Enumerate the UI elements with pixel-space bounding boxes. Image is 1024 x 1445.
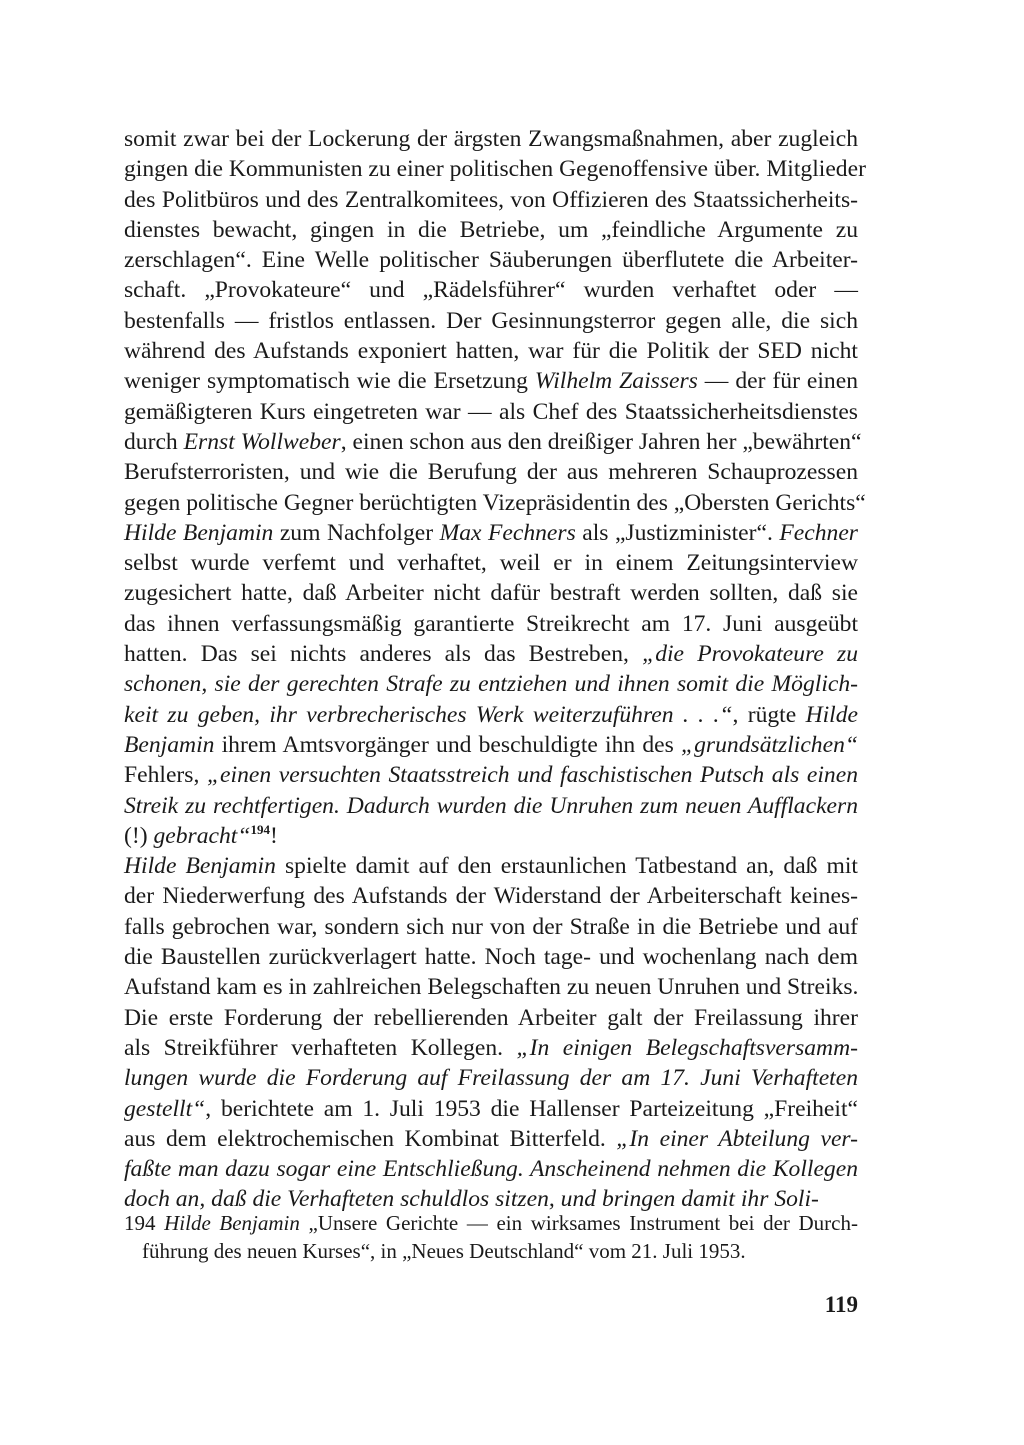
text-run: , rügte <box>732 701 806 728</box>
text-run: die Baustellen zurückverlagert hatte. Noch tage- und wochenlang nach dem <box>124 944 858 971</box>
text-line <box>124 488 866 518</box>
text-run: das ihnen verfassungsmäßig garantierte Streikrecht am 17. Juni ausgeübt <box>124 610 858 637</box>
text-run: gegen politische Gegner berüchtigten Vizepräsidentin des „Obersten Gerichts“ <box>124 489 866 516</box>
text-run: , einen schon aus den dreißiger Jahren her „bewährten“ <box>340 428 862 455</box>
text-run: hatten. Das sei nichts anderes als das Bestreben, <box>124 641 643 668</box>
text-line <box>124 730 858 760</box>
text-line <box>124 912 858 942</box>
italic-text: Max Fechners <box>439 519 576 546</box>
italic-text: faßte man dazu sogar eine Entschließung. Anscheinend nehmen die Kollegen <box>124 1156 858 1183</box>
text-line <box>124 578 858 608</box>
italic-text: gebracht“ <box>153 822 251 849</box>
text-run: weniger symptomatisch wie die Ersetzung <box>124 368 535 395</box>
text-run: gemäßigteren Kurs eingetreten war — als Chef des Staatssicherheitsdienstes <box>124 398 858 425</box>
text-line <box>124 457 858 487</box>
italic-text: lungen wurde die Forderung auf Freilassung der am 17. Juni Verhafteten <box>124 1065 858 1092</box>
text-line <box>124 760 858 790</box>
body-text <box>124 124 866 1215</box>
italic-text: Hilde Benjamin <box>164 1211 300 1235</box>
text-line <box>124 851 858 881</box>
text-line <box>124 821 858 851</box>
italic-text: „In einer Abteilung ver- <box>616 1125 858 1152</box>
text-run: spielte damit auf den erstaunlichen Tatbestand an, daß mit <box>275 853 858 880</box>
italic-text: Hilde <box>805 701 858 728</box>
text-run: somit zwar bei der Lockerung der ärgsten Zwangsmaßnahmen, aber zugleich <box>124 126 858 152</box>
text-run: aus dem elektrochemischen Kombinat Bitterfeld. <box>124 1125 617 1152</box>
page-number: 119 <box>824 1292 858 1317</box>
text-run: der Niederwerfung des Aufstands der Widerstand der Arbeiterschaft keines- <box>124 883 858 910</box>
text-line <box>124 942 858 972</box>
text-run: bestenfalls — fristlos entlassen. Der Gesinnungsterror gegen alle, die sich <box>124 307 858 334</box>
text-line <box>124 639 858 669</box>
italic-text: schonen, sie der gerechten Strafe zu entziehen und ihnen somit die Möglich- <box>124 671 858 698</box>
text-line <box>124 1094 858 1124</box>
text-run: schaft. „Provokateure“ und „Rädelsführer“ wurden verhaftet oder — <box>124 277 858 304</box>
italic-text: Streik zu rechtfertigen. Dadurch wurden die Unruhen zum neuen Aufflackern <box>124 792 858 819</box>
footnote-line <box>124 1237 858 1265</box>
italic-text: Ernst Wollweber <box>183 428 341 455</box>
text-run: durch <box>124 428 184 455</box>
text-run: zum Nachfolger <box>273 519 440 546</box>
text-line <box>124 336 858 366</box>
text-run: „Unsere Gerichte — ein wirksames Instrument bei der Durch- <box>299 1211 858 1235</box>
text-run: gingen die Kommunisten zu einer politischen Gegenoffensive über. Mitglieder <box>124 156 866 183</box>
footnote-number: 194 <box>124 1211 165 1235</box>
text-run: , berichtete am 1. Juli 1953 die Hallenser Parteizeitung „Freiheit“ <box>205 1095 858 1122</box>
text-line <box>124 215 858 245</box>
footnote <box>124 1209 858 1265</box>
text-run: selbst wurde verfemt und verhaftet, weil er in einem Zeitungsinterview <box>124 550 858 577</box>
italic-text: Benjamin <box>124 731 215 758</box>
text-run: ihrem Amtsvorgänger und beschuldigte ihn des <box>214 731 682 758</box>
text-line <box>124 397 858 427</box>
text-run: — der für einen <box>697 368 858 395</box>
text-run: falls gebrochen war, sondern sich nur von der Straße in die Betriebe und auf <box>124 913 858 940</box>
footnote-reference: 194 <box>250 821 270 837</box>
italic-text: gestellt“ <box>124 1095 206 1122</box>
text-line <box>124 609 858 639</box>
text-run: führung des neuen Kurses“, in „Neues Deutschland“ vom 21. Juli 1953. <box>142 1239 746 1263</box>
italic-text: Hilde Benjamin <box>124 853 276 880</box>
text-run: Fehlers, <box>124 762 207 789</box>
text-line <box>124 791 858 821</box>
italic-text: doch an, daß die Verhafteten schuldlos sitzen, und bringen damit ihr Soli- <box>124 1186 819 1213</box>
text-line <box>124 1063 858 1093</box>
text-line <box>124 245 858 275</box>
text-run: zugesichert hatte, daß Arbeiter nicht dafür bestraft werden sollten, daß sie <box>124 580 858 607</box>
text-line <box>124 427 862 457</box>
italic-text: keit zu geben, ihr verbrecherisches Werk weiterzuführen . . .“ <box>124 701 733 728</box>
text-line <box>124 548 858 578</box>
text-line <box>124 154 866 184</box>
text-run: während des Aufstands exponiert hatten, war für die Politik der SED nicht <box>124 338 858 365</box>
text-run: ! <box>269 822 278 849</box>
text-line <box>124 669 858 699</box>
text-run: dienstes bewacht, gingen in die Betriebe, um „feindliche Argumente zu <box>124 216 858 243</box>
text-run: Berufsterroristen, und wie die Berufung der aus mehreren Schauprozessen <box>124 459 858 486</box>
italic-text: Wilhelm Zaissers <box>534 368 698 395</box>
italic-text: „einen versuchten Staatsstreich und faschistischen Putsch als einen <box>206 762 858 789</box>
text-line <box>124 124 858 154</box>
text-line <box>124 972 858 1002</box>
text-line <box>124 1033 858 1063</box>
italic-text: „die Provokateure zu <box>642 641 858 668</box>
italic-text: Hilde Benjamin <box>124 519 274 546</box>
text-run: als Streikführer verhafteten Kollegen. <box>124 1034 517 1061</box>
footnote-line <box>124 1209 858 1237</box>
text-line <box>124 1124 858 1154</box>
text-line <box>124 366 858 396</box>
italic-text: Fechner <box>779 519 858 546</box>
text-line <box>124 306 858 336</box>
text-line <box>124 700 858 730</box>
text-line <box>124 275 858 305</box>
italic-text: „grundsätzlichen“ <box>681 731 858 758</box>
text-line <box>124 1154 858 1184</box>
text-run: des Politbüros und des Zentralkomitees, von Offizieren des Staatssicherheits- <box>124 186 858 213</box>
text-line <box>124 1003 858 1033</box>
text-run: Die erste Forderung der rebellierenden Arbeiter galt der Freilassung ihrer <box>124 1004 858 1031</box>
text-run: Aufstand kam es in zahlreichen Belegschaften zu neuen Unruhen und Streiks. <box>124 974 859 1001</box>
text-run: (!) <box>124 822 154 849</box>
text-line <box>124 881 858 911</box>
text-line <box>124 185 858 215</box>
text-run: als „Justizminister“. <box>575 519 780 546</box>
text-run: zerschlagen“. Eine Welle politischer Säuberungen überflutete die Arbeiter- <box>124 247 858 274</box>
italic-text: „In einigen Belegschaftsversamm- <box>516 1034 858 1061</box>
text-line <box>124 518 858 548</box>
